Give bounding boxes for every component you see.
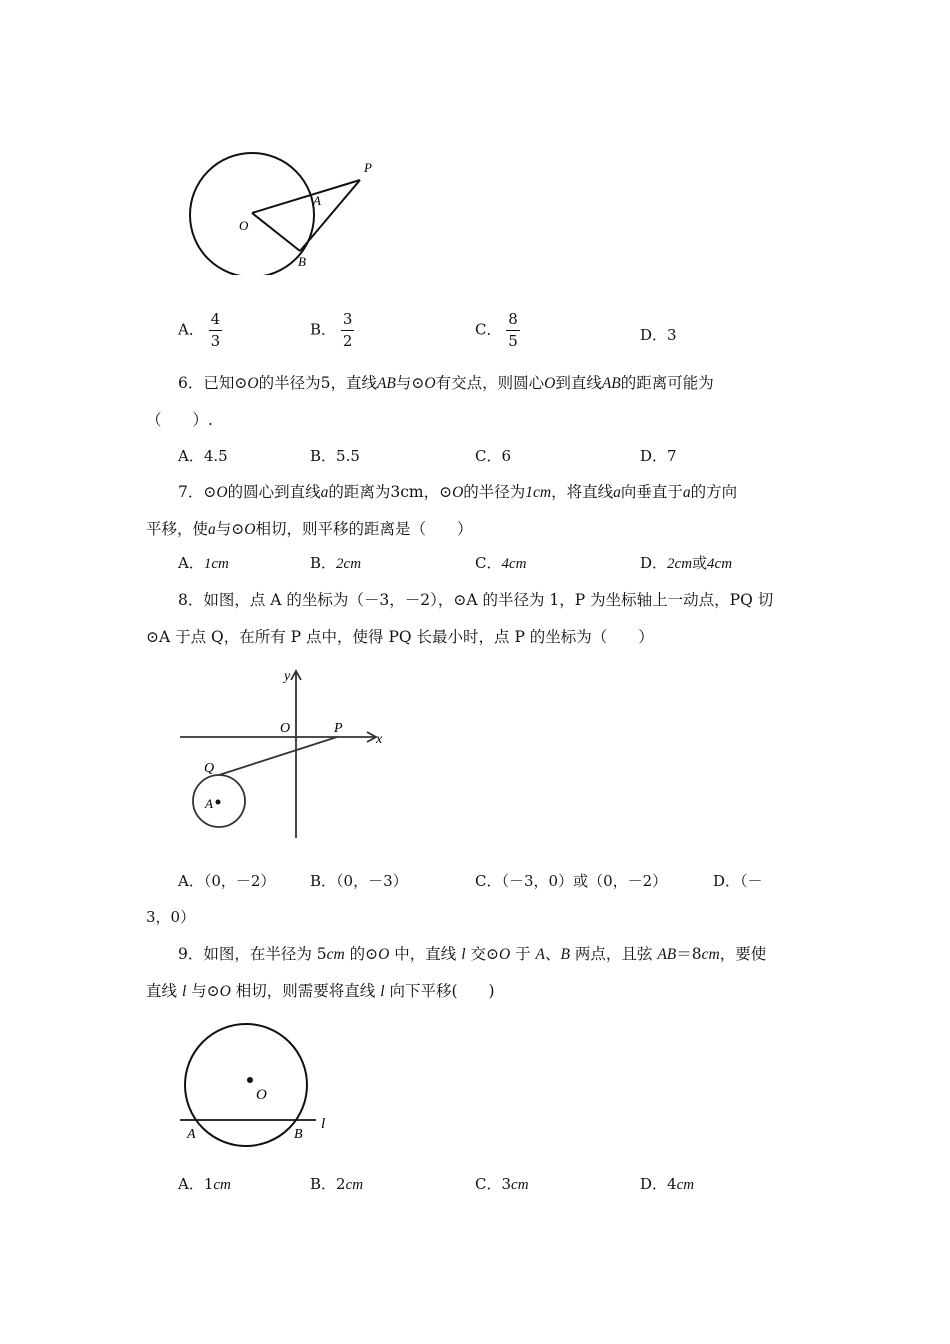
option-letter: C． [475,872,502,890]
text: 的⊙ [344,945,379,963]
label-y: y [284,669,291,684]
q7-option-d[interactable] [640,552,732,573]
option-letter: C． [475,1175,502,1193]
q9-option-c[interactable] [475,1173,529,1194]
q8-stem-line2: ⊙A 于点 Q，在所有 P 点中，使得 PQ 长最小时，点 P 的坐标为（ ） [146,628,654,646]
option-letter: B． [310,320,337,339]
option-value: 3 [501,1175,512,1193]
label-p: P [364,160,372,175]
option-value: 3 [667,326,677,344]
denominator: 2 [342,332,353,350]
q6-option-d[interactable] [640,445,677,466]
label-o: O [256,1087,267,1103]
segment-ob [252,213,300,251]
label-x: x [376,732,383,747]
text: 与 [395,374,412,392]
center-o-dot [247,1077,253,1083]
text: 、 [544,945,561,963]
q7-option-c[interactable] [475,552,526,573]
option-unit: cm [511,1177,529,1193]
q9-option-a[interactable] [178,1173,231,1194]
option-unit: cm [676,1177,695,1193]
text: 9．如图，在半径为 5 [178,945,327,963]
q5-option-c[interactable] [475,312,520,349]
option-value: （－ [740,872,763,890]
math-o: O [498,946,511,963]
option-value: （0，－3） [336,872,408,890]
text: 向垂直于 [620,483,683,501]
text: 相切，则需要将直线 [230,982,381,1000]
fraction [209,312,223,349]
text: 向下平移( ) [384,982,495,1000]
numerator: 4 [209,312,223,331]
question-number: 6． [178,374,204,392]
figure-circle-tangent-pab [180,150,390,275]
math-radius: 1cm [525,484,552,501]
q6-option-b[interactable] [310,445,360,466]
label-o: O [280,721,291,736]
option-value: 1cm [203,556,229,572]
math-o: O [219,983,231,1000]
q8-option-b[interactable] [310,870,408,891]
text: ＝8 [676,945,702,963]
q7-option-b[interactable] [310,552,361,573]
option-or: 或 [692,554,708,572]
option-value: （0，－2） [203,872,276,890]
math-l: l [380,983,385,1000]
text: 相切，则平移的距离是（ ） [255,520,473,538]
option-value: 5.5 [336,447,360,465]
q5-option-d[interactable] [640,324,677,345]
option-letter: C． [475,554,502,572]
text: 中，直线 [389,945,462,963]
fraction [341,312,355,349]
option-value-2: 4cm [707,556,733,572]
option-letter: B． [310,872,337,890]
option-value: 4.5 [203,447,228,465]
option-letter: D． [640,326,668,344]
option-letter: D． [640,554,668,572]
text: 平移，使 [146,520,209,538]
figure-circle-chord [175,1018,340,1148]
q8-option-c[interactable] [475,870,667,891]
q8-option-a[interactable] [178,870,275,891]
math-l: l [181,983,187,1000]
option-letter: A． [178,1175,204,1193]
math-circle: ⊙O [231,521,256,538]
q5-option-a[interactable] [178,312,222,349]
option-letter: A． [178,554,204,572]
math-o: O [544,375,556,392]
option-value: 4cm [501,556,527,572]
figure-coordinate-tangent [175,662,390,842]
option-letter: D． [713,872,741,890]
label-q: Q [204,761,215,776]
text: 的半径为5，直线 [258,374,377,392]
q7-stem-line2 [146,517,472,539]
option-letter: A． [178,447,204,465]
option-letter: D． [640,447,668,465]
center-a-dot [216,800,221,805]
math-a: a [320,484,329,501]
q6-stem-line1 [178,371,714,393]
option-value: 6 [501,447,512,465]
q7-stem-line1 [178,480,737,502]
q5-option-b[interactable] [310,312,354,349]
option-value: （－3，0）或（0，－2） [501,872,668,890]
text: 两点，且弦 [569,945,658,963]
math-o: O [378,946,390,963]
q7-option-a[interactable] [178,552,229,573]
option-value: 2cm [336,556,362,572]
denominator: 5 [508,332,518,350]
math-circle: ⊙O [234,375,259,392]
q9-option-b[interactable] [310,1173,363,1194]
label-a: A [187,1127,196,1142]
option-letter: B． [310,1175,337,1193]
math-l: l [461,946,466,963]
option-value: 2 [336,1175,346,1193]
numerator: 3 [341,312,355,331]
math-ab: AB [601,375,621,392]
option-letter: B． [310,447,337,465]
option-letter: B． [310,554,337,572]
text: 的方向 [690,483,738,501]
text: 与 [215,520,232,538]
label-b: B [298,254,306,269]
label-b: B [294,1127,303,1142]
label-a: A [313,193,321,208]
option-unit: cm [213,1177,231,1193]
math-circle: ⊙O [411,375,436,392]
label-o: O [239,218,249,233]
q8-option-d[interactable] [713,870,763,891]
text: 的距离可能为 [620,374,714,392]
math-b: B [560,946,570,963]
math-ab: AB [657,946,677,963]
q9-option-d[interactable] [640,1173,694,1194]
text: 已知 [203,374,235,392]
text: 交⊙ [465,945,499,963]
label-l: l [321,1116,326,1132]
math-a: A [535,946,545,963]
q8-stem-line1: 8．如图，点 A 的坐标为（－3，－2），⊙A 的半径为 1，P 为坐标轴上一动点，PQ 切 [178,591,774,609]
q8-option-d-continued: 3，0） [146,908,196,926]
text: ，将直线 [551,483,614,501]
label-a: A [205,796,213,811]
math-ab: AB [376,375,396,392]
text: 的圆心到直线 [227,483,321,501]
option-letter: C． [475,447,502,465]
math-a: a [682,484,691,501]
q6-option-a[interactable] [178,445,228,466]
q9-stem-line2 [146,979,495,1001]
math-circle: ⊙O [439,484,464,501]
text: 有交点，则圆心 [435,374,545,392]
label-p: P [334,721,343,736]
question-number: 7． [178,483,204,501]
text: 直线 [146,982,182,1000]
option-value: 1 [203,1175,214,1193]
option-value: 4 [667,1175,677,1193]
text: 的距离为3cm， [328,483,440,501]
option-value: 7 [667,447,677,465]
denominator: 3 [210,332,221,350]
numerator: 8 [506,312,520,331]
text: 的半径为 [463,483,526,501]
math-cm: cm [701,946,720,963]
math-a: a [208,521,216,538]
q6-stem-line2: （ ）. [146,411,213,429]
segment-pq [219,737,337,775]
option-letter: C． [475,320,502,339]
fraction [506,312,520,349]
math-a: a [613,484,621,501]
option-value: 2cm [667,556,693,572]
option-letter: A． [178,320,204,339]
math-circle: ⊙O [203,484,228,501]
text: 与⊙ [186,982,220,1000]
option-unit: cm [345,1177,364,1193]
option-letter: D． [640,1175,668,1193]
q9-stem-line1 [178,942,766,964]
text: ，要使 [719,945,767,963]
circle-o [185,1024,307,1146]
math-cm: cm [326,946,345,963]
q6-option-c[interactable] [475,445,511,466]
text: 于 [510,945,536,963]
text: 到直线 [555,374,602,392]
option-letter: A． [178,872,204,890]
